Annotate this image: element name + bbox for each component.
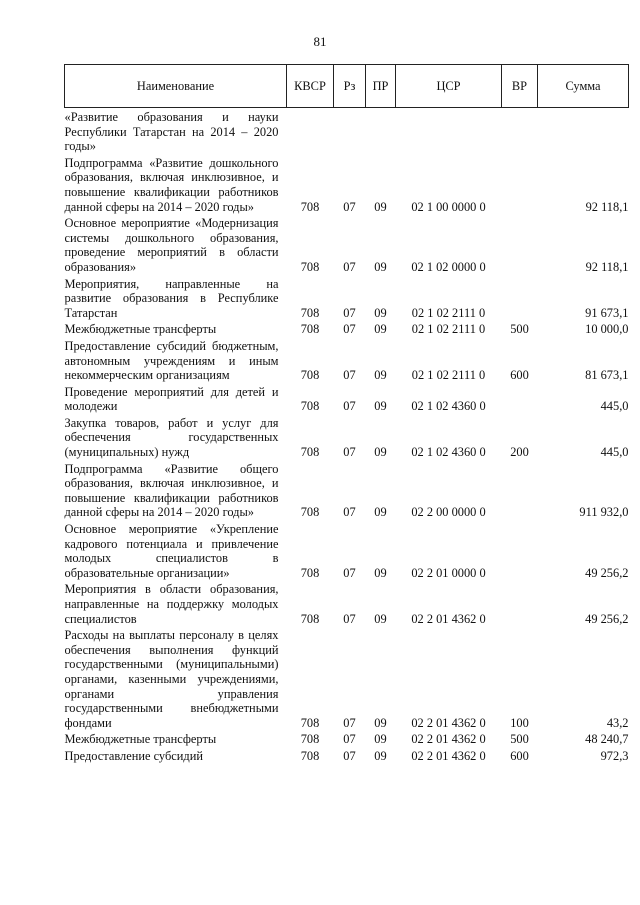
row-name: Расходы на выплаты персоналу в целях обеспечения выполнения функций государственными (муниципальными) органами, казенными учреждениями, органами управления государственными внебюджетными фондами — [64, 628, 279, 730]
page-number: 81 — [313, 34, 327, 49]
row-vr — [502, 460, 538, 520]
row-vr — [502, 383, 538, 414]
row-csr: 02 1 02 4360 0 — [411, 399, 486, 414]
row-pr: 09 — [374, 611, 387, 626]
row-rz — [334, 108, 366, 154]
row-vr: 600 — [510, 748, 529, 763]
row-pr: 09 — [374, 732, 387, 747]
row-csr — [396, 108, 502, 154]
table-row — [65, 520, 629, 580]
table-row — [65, 337, 629, 383]
row-pr: 09 — [374, 399, 387, 414]
row-pr: 09 — [374, 199, 387, 214]
row-sum — [538, 108, 629, 154]
row-kvsr: 708 — [300, 322, 320, 337]
row-kvsr: 708 — [300, 199, 320, 214]
row-sum: 49 256,2 — [585, 611, 629, 626]
table-row — [65, 747, 629, 764]
row-pr — [366, 108, 396, 154]
row-sum: 911 932,0 — [579, 505, 629, 520]
row-rz: 07 — [343, 748, 356, 763]
row-rz: 07 — [343, 199, 356, 214]
row-sum: 48 240,7 — [585, 732, 629, 747]
row-rz: 07 — [343, 445, 356, 460]
row-name: Предоставление субсидий — [64, 748, 203, 763]
row-pr: 09 — [374, 505, 387, 520]
row-pr: 09 — [374, 565, 387, 580]
row-vr: 100 — [510, 715, 529, 730]
row-name: Мероприятия в области образования, направленные на поддержку молодых специалистов — [64, 582, 279, 626]
table-row — [65, 275, 629, 321]
row-kvsr: 708 — [300, 715, 320, 730]
row-kvsr: 708 — [300, 565, 320, 580]
table-row — [65, 214, 629, 274]
table-row — [65, 580, 629, 626]
row-csr: 02 2 01 4362 0 — [411, 732, 486, 747]
table-row — [65, 730, 629, 747]
row-csr: 02 2 00 0000 0 — [411, 505, 486, 520]
row-sum: 91 673,1 — [585, 305, 629, 320]
row-pr: 09 — [374, 715, 387, 730]
row-vr — [502, 214, 538, 274]
row-rz: 07 — [343, 732, 356, 747]
row-rz: 07 — [343, 368, 356, 383]
row-pr: 09 — [374, 259, 387, 274]
header-sum: Сумма — [538, 65, 629, 108]
row-pr: 09 — [374, 748, 387, 763]
row-rz: 07 — [343, 322, 356, 337]
table-row — [65, 154, 629, 214]
row-rz: 07 — [343, 611, 356, 626]
row-rz: 07 — [343, 505, 356, 520]
row-sum: 10 000,0 — [585, 322, 629, 337]
row-csr: 02 2 01 4362 0 — [411, 611, 486, 626]
row-csr: 02 1 02 2111 0 — [411, 305, 486, 320]
row-kvsr — [287, 108, 334, 154]
row-pr: 09 — [374, 445, 387, 460]
row-name: Закупка товаров, работ и услуг для обеспечения государственных (муниципальных) нужд — [64, 415, 279, 460]
row-csr: 02 2 01 4362 0 — [411, 748, 486, 763]
row-rz: 07 — [343, 305, 356, 320]
row-kvsr: 708 — [300, 305, 320, 320]
row-vr — [502, 108, 538, 154]
row-rz: 07 — [343, 715, 356, 730]
row-sum: 49 256,2 — [585, 565, 629, 580]
table-row — [65, 320, 629, 337]
row-name: «Развитие образования и науки Республики Татарстан на 2014 – 2020 годы» — [64, 110, 279, 154]
row-vr — [502, 154, 538, 214]
table-row — [65, 460, 629, 520]
row-name: Проведение мероприятий для детей и молодежи — [64, 384, 279, 414]
row-kvsr: 708 — [300, 505, 320, 520]
row-csr: 02 1 02 0000 0 — [411, 259, 486, 274]
row-name: Межбюджетные трансферты — [64, 322, 217, 337]
row-pr: 09 — [374, 322, 387, 337]
row-kvsr: 708 — [300, 732, 320, 747]
table-body — [65, 108, 629, 764]
row-vr: 600 — [510, 368, 529, 383]
row-kvsr: 708 — [300, 399, 320, 414]
row-vr: 200 — [510, 445, 529, 460]
row-name: Основное мероприятие «Модернизация системы дошкольного образования, проведение мероприятий в области образования» — [64, 216, 279, 274]
row-rz: 07 — [343, 565, 356, 580]
row-pr: 09 — [374, 305, 387, 320]
row-vr: 500 — [510, 322, 529, 337]
header-pr: ПР — [366, 65, 396, 108]
row-kvsr: 708 — [300, 611, 320, 626]
table-row — [65, 414, 629, 460]
header-kvsr: КВСР — [287, 65, 334, 108]
row-vr — [502, 520, 538, 580]
row-kvsr: 708 — [300, 445, 320, 460]
row-sum: 81 673,1 — [585, 368, 629, 383]
row-kvsr: 708 — [300, 368, 320, 383]
row-name: Основное мероприятие «Укрепление кадрового потенциала и привлечение молодых специалистов в образовательные организации» — [64, 522, 279, 580]
row-name: Подпрограмма «Развитие дошкольного образования, включая инклюзивное, и повышение квалификации работников данной сферы на 2014 – 2020 годы» — [64, 155, 279, 214]
row-csr: 02 1 02 4360 0 — [411, 445, 486, 460]
row-kvsr: 708 — [300, 259, 320, 274]
row-name: Мероприятия, направленные на развитие образования в Республике Татарстан — [64, 276, 279, 320]
row-vr — [502, 275, 538, 321]
row-pr: 09 — [374, 368, 387, 383]
row-vr — [502, 580, 538, 626]
row-sum: 43,2 — [606, 715, 629, 730]
row-kvsr: 708 — [300, 748, 320, 763]
header-rz: Рз — [334, 65, 366, 108]
table-row — [65, 383, 629, 414]
row-rz: 07 — [343, 399, 356, 414]
row-sum: 445,0 — [600, 445, 629, 460]
header-name: Наименование — [65, 65, 287, 108]
row-csr: 02 1 02 2111 0 — [411, 322, 486, 337]
row-vr: 500 — [510, 732, 529, 747]
row-name: Подпрограмма «Развитие общего образования, включая инклюзивное, и повышение квалификации работников данной сферы на 2014 – 2020 годы» — [64, 461, 279, 520]
row-name: Межбюджетные трансферты — [64, 732, 217, 747]
row-csr: 02 1 00 0000 0 — [411, 199, 486, 214]
header-csr: ЦСР — [396, 65, 502, 108]
table-row — [65, 108, 629, 154]
table-row — [65, 626, 629, 730]
row-csr: 02 1 02 2111 0 — [411, 368, 486, 383]
row-sum: 92 118,1 — [585, 199, 629, 214]
header-vr: ВР — [502, 65, 538, 108]
row-csr: 02 2 01 4362 0 — [411, 715, 486, 730]
table-header-row — [65, 65, 629, 108]
row-rz: 07 — [343, 259, 356, 274]
row-sum: 445,0 — [600, 399, 629, 414]
row-sum: 92 118,1 — [585, 259, 629, 274]
row-sum: 972,3 — [600, 748, 629, 763]
row-csr: 02 2 01 0000 0 — [411, 565, 486, 580]
budget-table — [64, 64, 629, 764]
row-name: Предоставление субсидий бюджетным, автономным учреждениям и иным некоммерческим организациям — [64, 338, 279, 383]
